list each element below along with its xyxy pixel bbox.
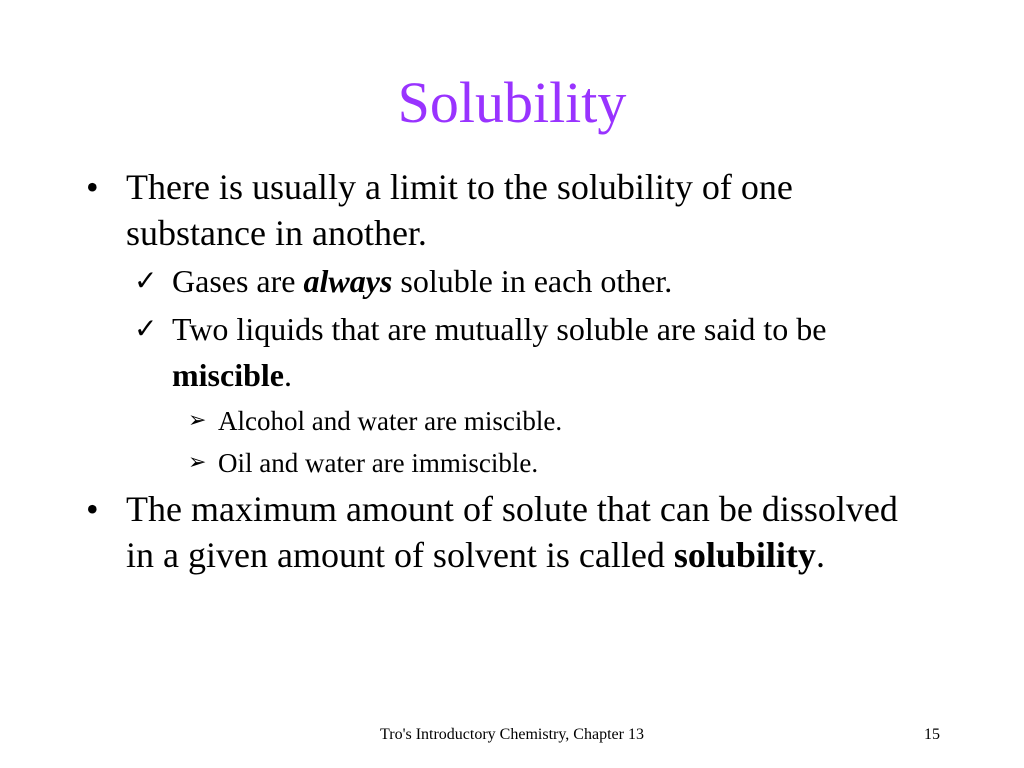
subpoint-2 [134,306,952,398]
subsubpoint-1-text: Alcohol and water are miscible. [218,406,563,436]
bullet-1 [86,164,916,256]
checkmark-icon: ✓ [134,312,158,345]
bullet-2 [86,486,916,578]
subpoint-2-text-after: . [283,357,292,393]
arrow-right-icon: ➢ [188,408,207,433]
subsubpoint-2-text: Oil and water are immiscible. [218,448,539,478]
footer-source: Tro's Introductory Chemistry, Chapter 13 [380,726,644,743]
subpoint-1-emphasis: always [303,263,393,299]
page-number: 15 [924,726,940,743]
bullet-dot-icon: • [86,489,99,529]
subpoint-1-text-after: soluble in each other. [392,263,673,299]
bullet-1-text: There is usually a limit to the solubility of one substance in another. [126,167,793,253]
bullet-2-text-after: . [815,535,825,575]
bullet-2-text-before: The maximum amount of solute that can be dissolved in a given amount of solvent is called [126,489,898,575]
subpoint-1 [134,258,952,304]
subsubpoint-1 [188,400,918,442]
slide-title: Solubility [397,70,627,135]
bullet-dot-icon: • [86,167,99,207]
subsubpoint-2 [188,442,918,484]
subpoint-2-text-before: Two liquids that are mutually soluble are said to be [172,311,827,347]
subpoint-2-strong: miscible [172,357,284,393]
bullet-2-strong: solubility [673,535,816,575]
subpoint-1-text-before: Gases are [172,263,304,299]
arrow-right-icon: ➢ [188,450,207,475]
checkmark-icon: ✓ [134,264,158,297]
